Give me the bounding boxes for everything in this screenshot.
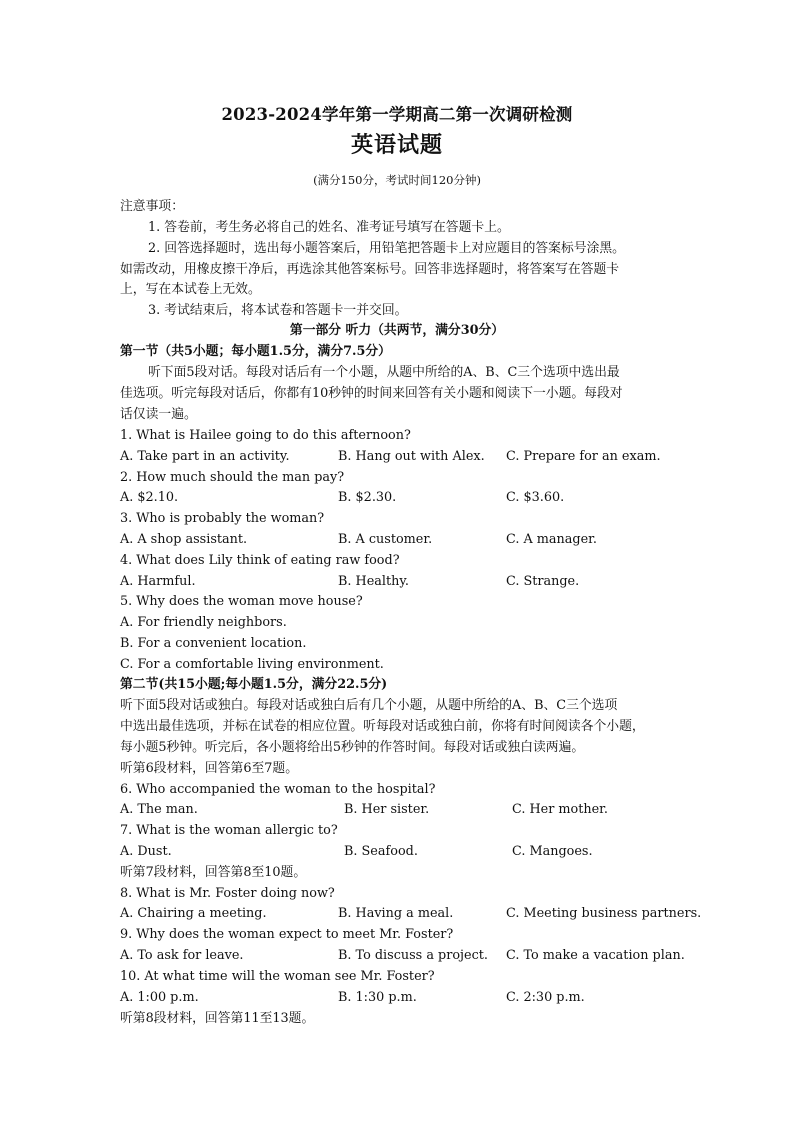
- question-3: 3. Who is probably the woman?: [120, 511, 325, 526]
- q8-option-c: C. Meeting business partners.: [506, 906, 702, 921]
- question-7: 7. What is the woman allergic to?: [120, 823, 338, 838]
- section1-heading: 第一节（共5小题；每小题1.5分，满分7.5分）: [120, 344, 391, 359]
- q7-option-b: B. Seafood.: [344, 844, 418, 859]
- q5-option-c: C. For a comfortable living environment.: [120, 657, 384, 672]
- q9-option-b: B. To discuss a project.: [338, 948, 488, 963]
- q3-option-c: C. A manager.: [506, 532, 597, 547]
- q4-option-a: A. Harmful.: [120, 574, 196, 589]
- section2-instructions-line-3: 每小题5秒钟。听完后，各小题将给出5秒钟的作答时间。每段对话或独白读两遍。: [120, 740, 585, 755]
- q4-option-b: B. Healthy.: [338, 574, 409, 589]
- note-2-line-1: 2. 回答选择题时，选出每小题答案后，用铅笔把答题卡上对应题目的答案标号涂黑。: [148, 241, 625, 256]
- q3-option-b: B. A customer.: [338, 532, 433, 547]
- q6-option-b: B. Her sister.: [344, 802, 430, 817]
- exam-title: 2023-2024学年第一学期高二第一次调研检测: [221, 105, 573, 124]
- part1-heading: 第一部分 听力（共两节，满分30分）: [289, 323, 505, 338]
- q4-option-c: C. Strange.: [506, 574, 580, 589]
- q3-option-a: A. A shop assistant.: [120, 532, 248, 547]
- score-note: (满分150分，考试时间120分钟): [313, 173, 481, 187]
- material-8-instruction: 听第8段材料，回答第11至13题。: [120, 1011, 315, 1026]
- q10-option-a: A. 1:00 p.m.: [120, 990, 199, 1005]
- notes-heading: 注意事项：: [120, 199, 184, 214]
- note-1: 1. 答卷前，考生务必将自己的姓名、准考证号填写在答题卡上。: [148, 220, 510, 235]
- question-1: 1. What is Hailee going to do this afternoon?: [120, 428, 411, 443]
- q10-option-c: C. 2:30 p.m.: [506, 990, 585, 1005]
- q5-option-a: A. For friendly neighbors.: [120, 615, 287, 630]
- q10-option-b: B. 1:30 p.m.: [338, 990, 417, 1005]
- note-2-line-3: 上，写在本试卷上无效。: [120, 282, 261, 297]
- q1-option-c: C. Prepare for an exam.: [506, 449, 661, 464]
- section2-instructions-line-1: 听下面5段对话或独白。每段对话或独白后有几个小题，从题中所给的A、B、C三个选项: [120, 698, 618, 713]
- material-6-instruction: 听第6段材料，回答第6至7题。: [120, 761, 298, 776]
- question-10: 10. At what time will the woman see Mr. Foster?: [120, 969, 435, 984]
- q9-option-a: A. To ask for leave.: [120, 948, 244, 963]
- question-5: 5. Why does the woman move house?: [120, 594, 363, 609]
- q9-option-c: C. To make a vacation plan.: [506, 948, 685, 963]
- q1-option-a: A. Take part in an activity.: [120, 449, 290, 464]
- material-7-instruction: 听第7段材料，回答第8至10题。: [120, 865, 307, 880]
- q7-option-a: A. Dust.: [120, 844, 172, 859]
- q5-option-b: B. For a convenient location.: [120, 636, 307, 651]
- q2-option-a: A. $2.10.: [120, 490, 179, 505]
- section1-instructions-line-1: 听下面5段对话。每段对话后有一个小题，从题中所给的A、B、C三个选项中选出最: [148, 365, 620, 380]
- question-6: 6. Who accompanied the woman to the hospital?: [120, 782, 436, 797]
- q6-option-a: A. The man.: [120, 802, 198, 817]
- q1-option-b: B. Hang out with Alex.: [338, 449, 485, 464]
- section2-instructions-line-2: 中选出最佳选项，并标在试卷的相应位置。听每段对话或独白前，你将有时间阅读各个小题，: [120, 719, 645, 734]
- q2-option-b: B. $2.30.: [338, 490, 397, 505]
- q2-option-c: C. $3.60.: [506, 490, 565, 505]
- question-2: 2. How much should the man pay?: [120, 470, 345, 485]
- question-9: 9. Why does the woman expect to meet Mr. Foster?: [120, 927, 454, 942]
- q8-option-a: A. Chairing a meeting.: [120, 906, 267, 921]
- q7-option-c: C. Mangoes.: [512, 844, 593, 859]
- q8-option-b: B. Having a meal.: [338, 906, 454, 921]
- section1-instructions-line-3: 话仅读一遍。: [120, 407, 197, 422]
- exam-subject: 英语试题: [350, 132, 443, 158]
- question-8: 8. What is Mr. Foster doing now?: [120, 886, 335, 901]
- section1-instructions-line-2: 佳选项。听完每段对话后，你都有10秒钟的时间来回答有关小题和阅读下一小题。每段对: [120, 386, 623, 401]
- section2-heading: 第二节(共15小题;每小题1.5分，满分22.5分): [120, 677, 388, 692]
- note-3: 3. 考试结束后，将本试卷和答题卡一并交回。: [148, 303, 408, 318]
- question-4: 4. What does Lily think of eating raw food?: [120, 553, 400, 568]
- q6-option-c: C. Her mother.: [512, 802, 608, 817]
- note-2-line-2: 如需改动，用橡皮擦干净后，再选涂其他答案标号。回答非选择题时，将答案写在答题卡: [120, 262, 620, 277]
